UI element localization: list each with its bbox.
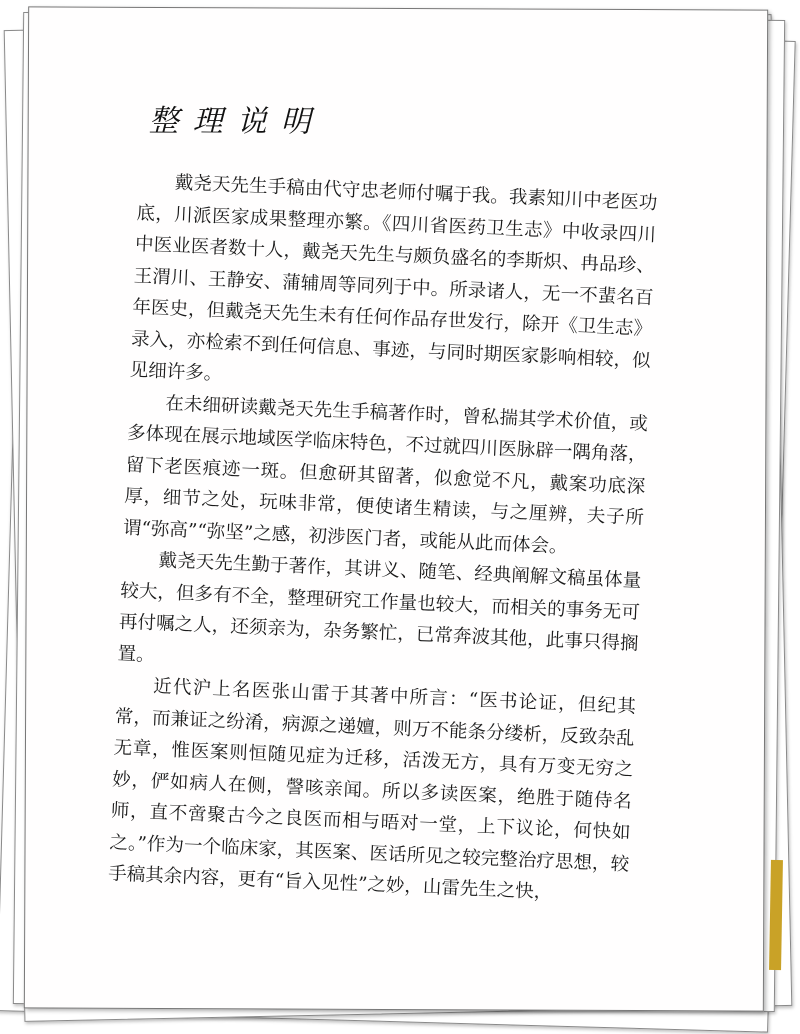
- paragraph: 近代沪上名医张山雷于其著中所言：“医书论证，但纪其常，而兼证之纷淆，病源之递嬗，则万不能条分缕析，反致杂乱无章，惟医案则恒随见症为迁移，活泼无方，具有万变无穷之妙，俨如病人在侧，謦咳亲闻。所以多读医案，绝胜于随侍名师，直不啻聚古今之良医而相与晤对一堂，上下议论，何快如之。”作为一个临床家，其医案、医话所见之较完整治疗思想，较手稿其余内容，更有“旨入见性”之妙，山雷先生之快，: [107, 675, 637, 904]
- paragraph: 在未细研读戴尧天先生手稿著作时，曾私揣其学术价值，或多体现在展示地域医学临床特色，不过就四川医脉辟一隅角落，留下老医痕迹一斑。但愈研其留著，似愈觉不凡，戴案功底深厚，细节之处，玩味非常，便使诸生精读，与之厘辨，夫子所谓“弥高”“弥坚”之感，初涉医门者，或能从此而体会。: [122, 392, 649, 558]
- paragraph: 戴尧天先生勤于著作，其讲义、随笔、经典阐解文稿虽体量较大，但多有不全，整理研究工作量也较大，而相关的事务无可再付嘱之人，还须亲为，杂务繁忙，已常奔波其他，此事只得搁置。: [117, 550, 642, 666]
- page-title: 整理说明: [148, 103, 325, 140]
- body-text: [108, 166, 658, 912]
- paragraph: 戴尧天先生手稿由代守忠老师付嘱于我。我素知川中老医功底，川派医家成果整理亦繁。《四川省医药卫生志》中收录四川中医业医者数十人，戴尧天先生与颇负盛名的李斯炽、冉品珍、王渭川、王静安、蒲辅周等同列于中。所录诸人，无一不蜚名百年医史，但戴尧天先生未有任何作品存世发行，除开《卫生志》录入，亦检索不到任何信息、事迹，与同时期医家影响相较，似见细许多。: [129, 172, 658, 385]
- document-page: [24, 6, 768, 1011]
- book-cover-edge-gold: [769, 860, 783, 970]
